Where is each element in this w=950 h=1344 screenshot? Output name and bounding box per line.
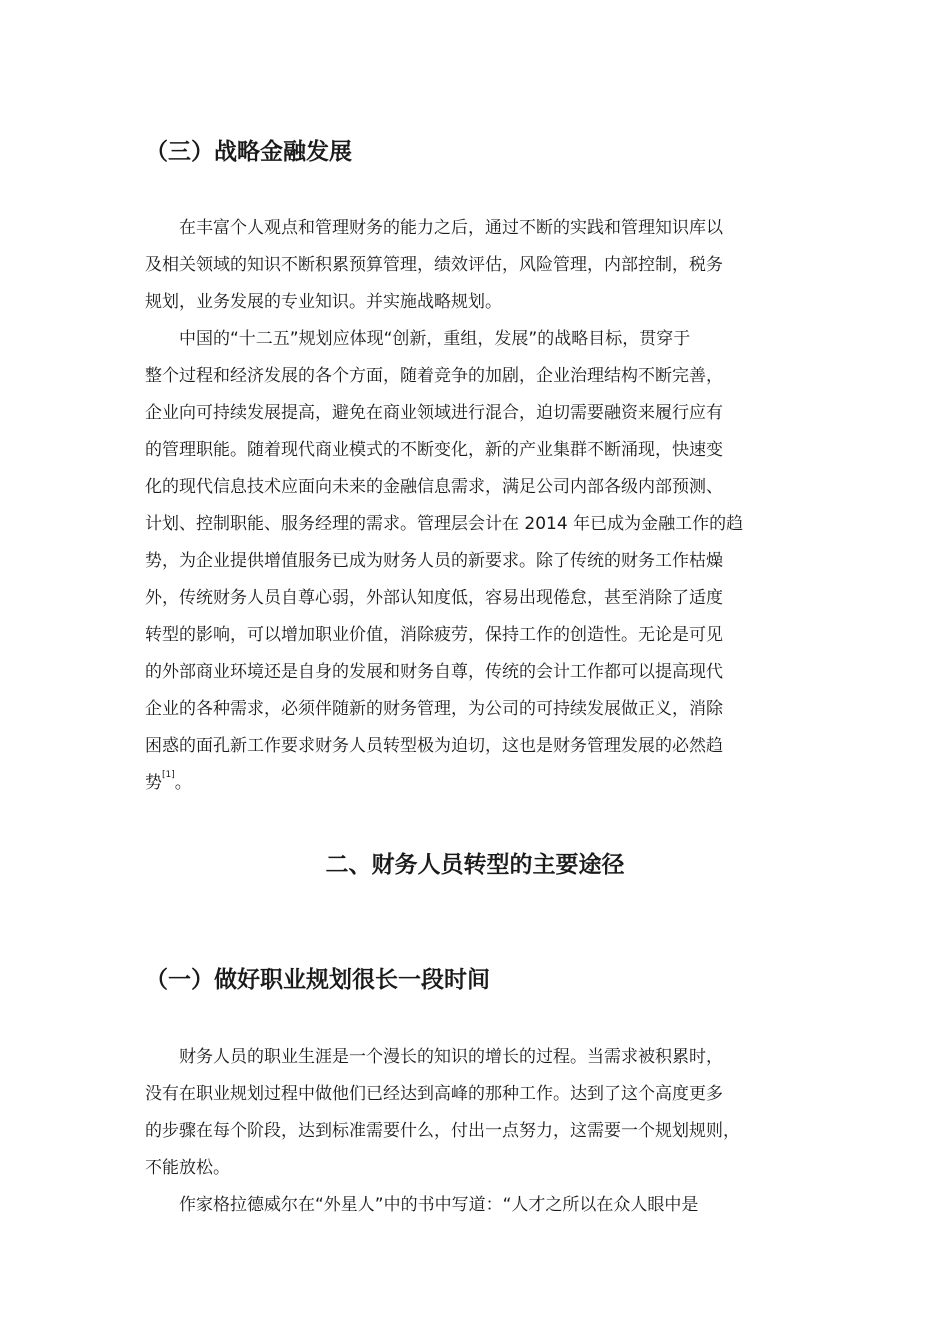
text-line: 中国的“十二五”规划应体现“创新，重组，发展”的战略目标，贯穿于 [179, 329, 691, 349]
text-line: 外，传统财务人员自尊心弱，外部认知度低，容易出现倦怠，甚至消除了适度 [145, 588, 723, 608]
text-line: 整个过程和经济发展的各个方面，随着竞争的加剧，企业治理结构不断完善， [145, 366, 723, 386]
text-line: 企业的各种需求，必须伴随新的财务管理，为公司的可持续发展做正义，消除 [145, 699, 723, 719]
paragraph-1 [145, 210, 813, 321]
text-line: 没有在职业规划过程中做他们已经达到高峰的那种工作。达到了这个高度更多 [145, 1084, 723, 1104]
text-fragment: 。 [174, 773, 192, 793]
citation-marker: [1] [162, 770, 175, 780]
text-line: 势，为企业提供增值服务已成为财务人员的新要求。除了传统的财务工作枯燥 [145, 551, 723, 571]
text-line: 规划，业务发展的专业知识。并实施战略规划。 [145, 292, 502, 312]
text-line: 不能放松。 [145, 1158, 230, 1178]
text-line: 及相关领域的知识不断积累预算管理，绩效评估，风险管理，内部控制，税务 [145, 255, 723, 275]
chapter-heading-transformation-paths: 二、财务人员转型的主要途径 [325, 852, 625, 878]
text-line: 财务人员的职业生涯是一个漫长的知识的增长的过程。当需求被积累时， [179, 1047, 723, 1067]
text-line: 企业向可持续发展提高，避免在商业领域进行混合，迫切需要融资来履行应有 [145, 403, 723, 423]
section-heading-career-planning: （一）做好职业规划很长一段时间 [145, 967, 490, 993]
paragraph-4 [145, 1187, 813, 1224]
text-line: 转型的影响，可以增加职业价值，消除疲劳，保持工作的创造性。无论是可见 [145, 625, 723, 645]
text-line: 作家格拉德威尔在“外星人”中的书中写道：“人才之所以在众人眼中是 [179, 1195, 699, 1215]
text-line: 的管理职能。随着现代商业模式的不断变化，新的产业集群不断涌现，快速变 [145, 440, 723, 460]
text-line: 化的现代信息技术应面向未来的金融信息需求，满足公司内部各级内部预测、 [145, 477, 723, 497]
text-line: 在丰富个人观点和管理财务的能力之后，通过不断的实践和管理知识库以 [179, 218, 723, 238]
text-line: 的外部商业环境还是自身的发展和财务自尊，传统的会计工作都可以提高现代 [145, 662, 723, 682]
text-line-last [145, 765, 813, 802]
text-line: 的步骤在每个阶段，达到标准需要什么，付出一点努力，这需要一个规划规则， [145, 1121, 740, 1141]
paragraph-3 [145, 1039, 813, 1187]
text-line: 计划、控制职能、服务经理的需求。管理层会计在 2014 年已成为金融工作的趋 [145, 514, 744, 534]
section-heading-strategic-finance: （三）战略金融发展 [145, 139, 352, 165]
paragraph-2 [145, 321, 813, 802]
text-line: 困惑的面孔新工作要求财务人员转型极为迫切，这也是财务管理发展的必然趋 [145, 736, 723, 756]
text-fragment: 势 [145, 773, 162, 793]
